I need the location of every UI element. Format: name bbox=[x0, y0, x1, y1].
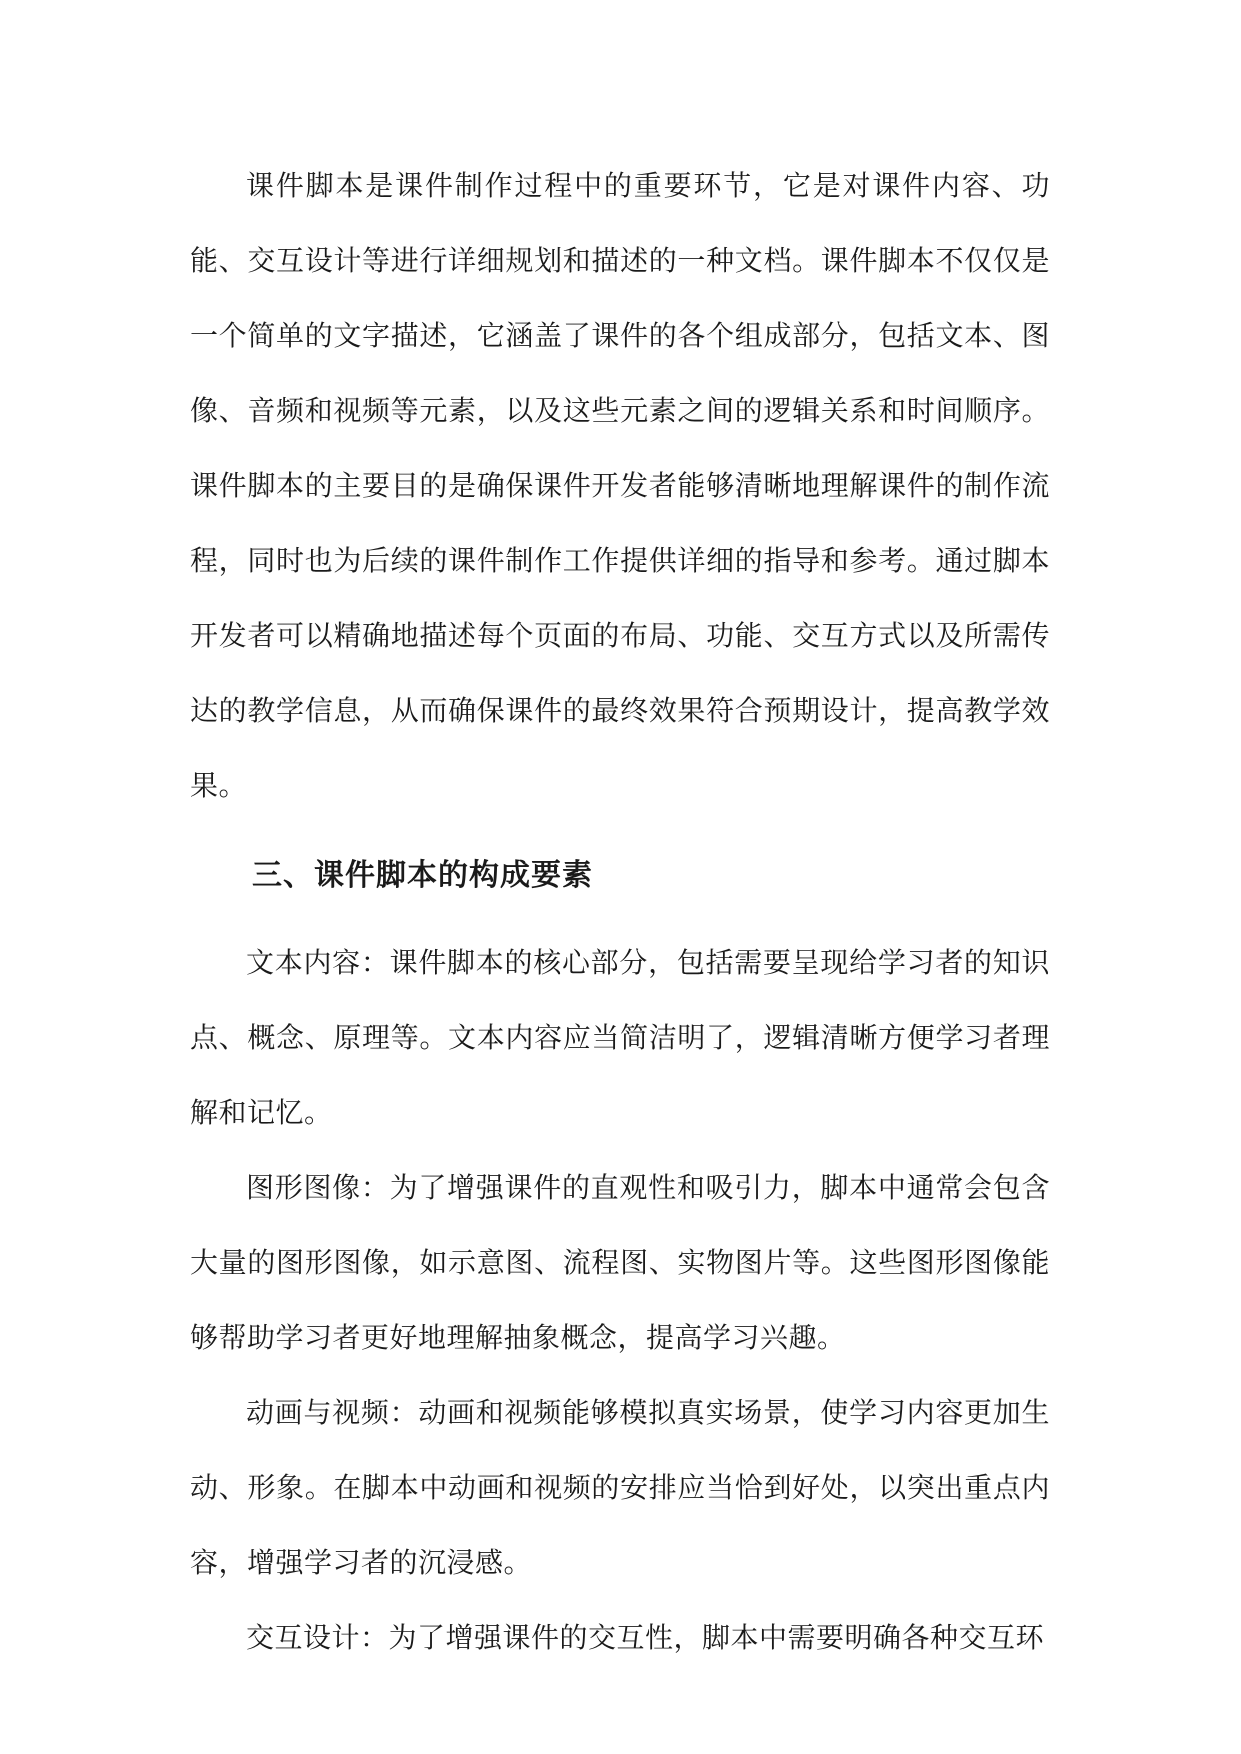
element-paragraph-interaction: 交互设计：为了增强课件的交互性，脚本中需要明确各种交互环 bbox=[246, 1621, 1045, 1654]
element-paragraph-graphics: 图形图像：为了增强课件的直观性和吸引力，脚本中通常会包含大量的图形图像，如示意图、流程图、实物图片等。这些图形图像能够帮助学习者更好地理解抽象概念，提高学习兴趣。 bbox=[190, 1171, 1050, 1354]
element-paragraph-animation: 动画与视频：动画和视频能够模拟真实场景，使学习内容更加生动、形象。在脚本中动画和视频的安排应当恰到好处，以突出重点内容，增强学习者的沉浸感。 bbox=[190, 1396, 1050, 1579]
intro-paragraph: 课件脚本是课件制作过程中的重要环节，它是对课件内容、功能、交互设计等进行详细规划和描述的一种文档。课件脚本不仅仅是一个简单的文字描述，它涵盖了课件的各个组成部分，包括文本、图像、音频和视频等元素，以及这些元素之间的逻辑关系和时间顺序。课件脚本的主要目的是确保课件开发者能够清晰地理解课件的制作流程，同时也为后续的课件制作工作提供详细的指导和参考。通过脚本开发者可以精确地描述每个页面的布局、功能、交互方式以及所需传达的教学信息，从而确保课件的最终效果符合预期设计，提高教学效果。 bbox=[190, 169, 1050, 802]
document-body bbox=[190, 148, 1050, 1675]
element-paragraph-text: 文本内容：课件脚本的核心部分，包括需要呈现给学习者的知识点、概念、原理等。文本内容应当简洁明了，逻辑清晰方便学习者理解和记忆。 bbox=[190, 946, 1050, 1129]
section-heading: 三、课件脚本的构成要素 bbox=[252, 858, 593, 893]
